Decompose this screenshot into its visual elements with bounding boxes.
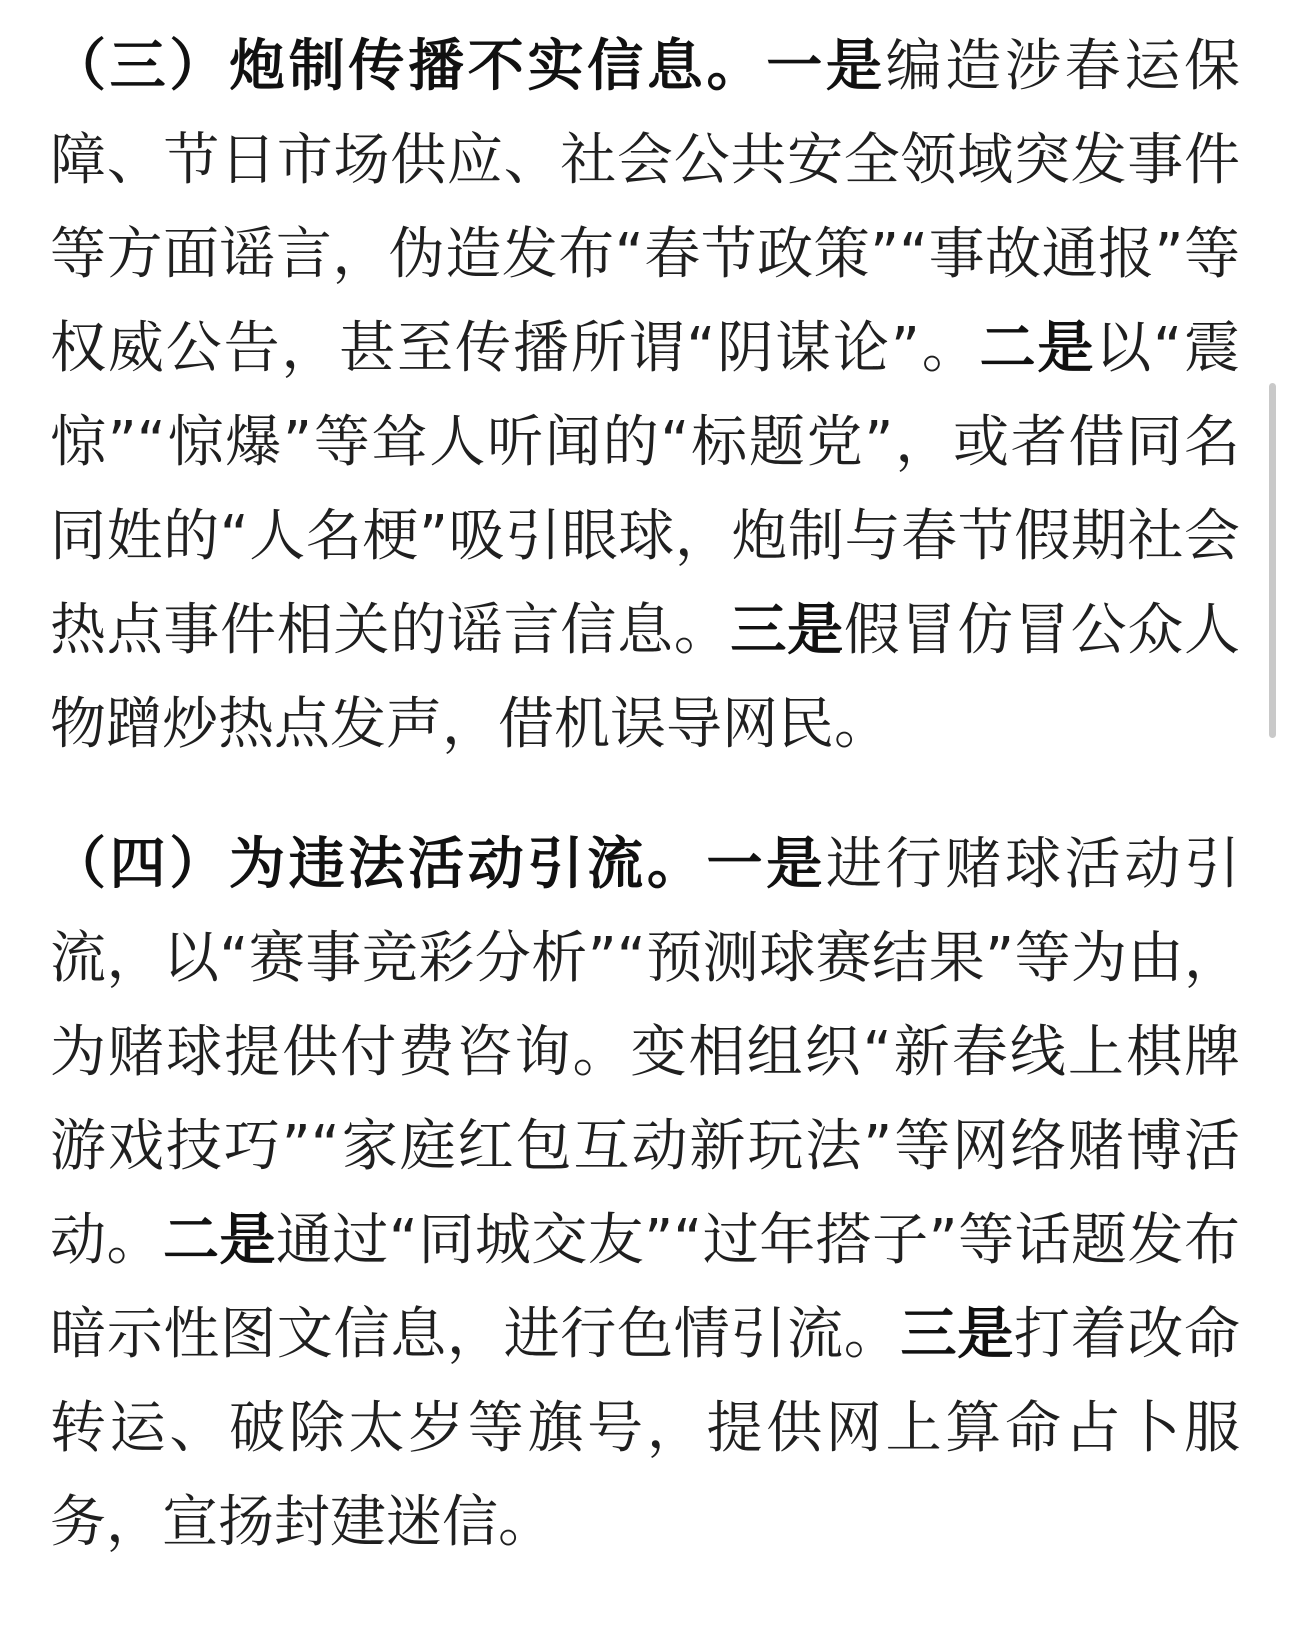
point-2-label: 二是 xyxy=(162,1208,276,1273)
section-3-heading: （三）炮制传播不实信息。 xyxy=(50,34,767,99)
point-2-text: 以“震惊”“惊爆”等耸人听闻的“标题党”，或者借同名同姓的“人名梗”吸引眼球，炮制与春节假期社会热点事件相关的谣言信息。 xyxy=(50,316,1241,663)
vertical-scrollbar[interactable] xyxy=(1269,383,1276,738)
point-2-text: 通过“同城交友”“过年搭子”等话题发布暗示性图文信息，进行色情引流。 xyxy=(50,1208,1241,1367)
section-4-heading: （四）为违法活动引流。 xyxy=(50,832,707,897)
paragraph-section-4 xyxy=(50,818,1240,1570)
point-1-label: 一是 xyxy=(766,34,886,99)
article-body xyxy=(50,20,1240,1570)
point-1-text: 编造涉春运保障、节日市场供应、社会公共安全领域突发事件等方面谣言，伪造发布“春节政策”“事故通报”等权威公告，甚至传播所谓“阴谋论”。 xyxy=(50,34,1241,381)
point-3-label: 三是 xyxy=(730,598,844,663)
point-3-label: 三是 xyxy=(900,1302,1014,1367)
point-2-label: 二是 xyxy=(979,316,1096,381)
point-1-text: 进行赌球活动引流，以“赛事竞彩分析”“预测球赛结果”等为由，为赌球提供付费咨询。变相组织“新春线上棋牌游戏技巧”“家庭红包互动新玩法”等网络赌博活动。 xyxy=(50,832,1241,1273)
point-3-text: 假冒仿冒公众人物蹭炒热点发声，借机误导网民。 xyxy=(50,598,1241,757)
point-3-text: 打着改命转运、破除太岁等旗号，提供网上算命占卜服务，宣扬封建迷信。 xyxy=(50,1302,1241,1555)
paragraph-section-3 xyxy=(50,20,1240,772)
point-1-label: 一是 xyxy=(706,832,826,897)
